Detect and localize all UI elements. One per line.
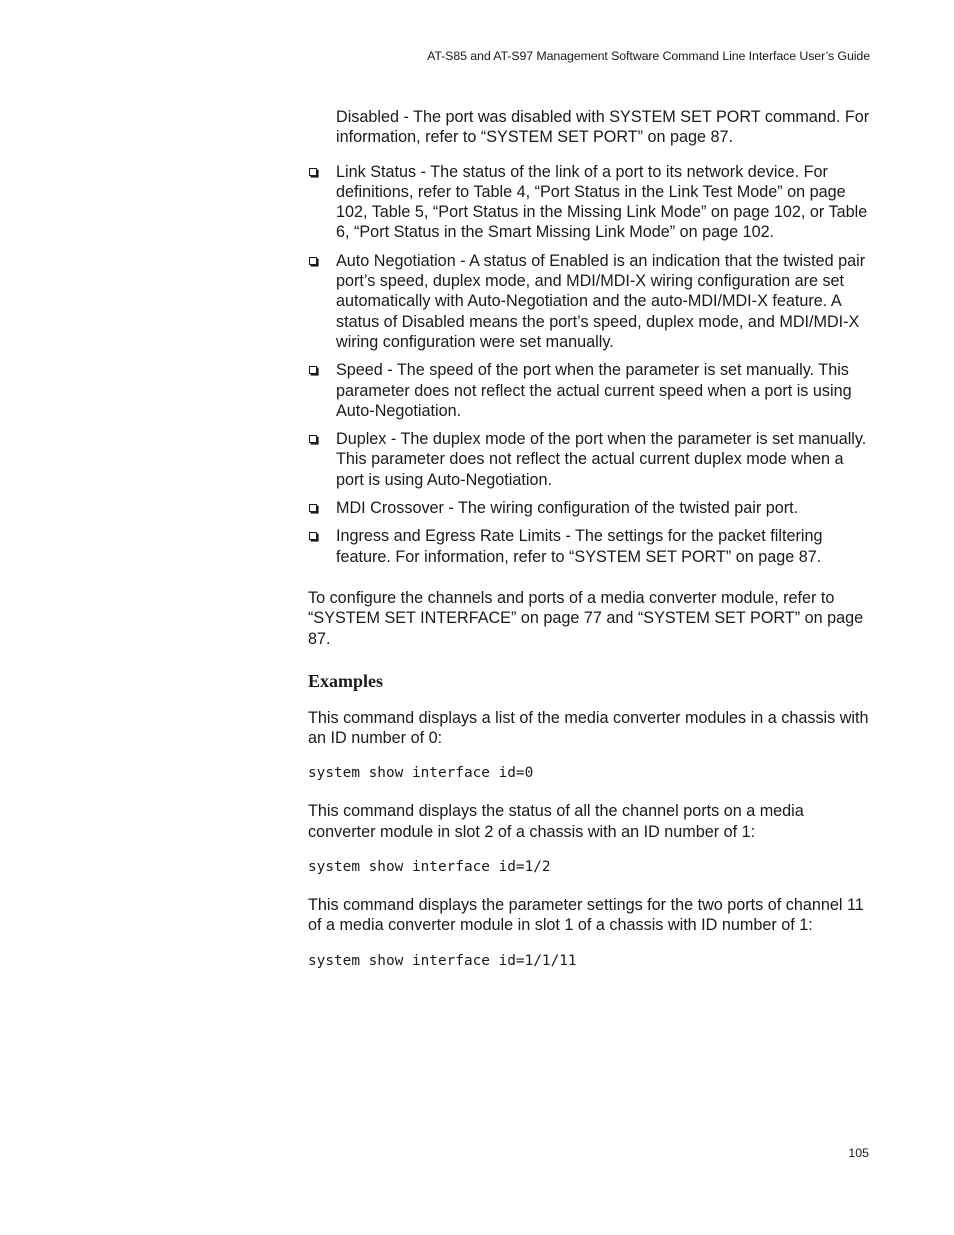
checkbox-bullet-icon [309,366,317,374]
examples-heading: Examples [308,670,384,691]
example-command: system show interface id=1/1/11 [308,952,577,969]
example-description: This command displays the parameter settings for the two ports of channel 11 of a media converter module in slot 1 of a chassis with ID number of 1: [308,896,864,935]
page-number: 105 [848,1146,869,1160]
list-item-text: Auto Negotiation - A status of Enabled is an indication that the twisted pair port’s speed, duplex mode, and MDI/MDI-X wiring configuration are set automatically with Auto-Negotiation and the auto-MDI/MDI-X feature. A status of Disabled means the port’s speed, duplex mode, and MDI/MDI-X wiring configuration were set manually. [336,251,866,351]
intro-continuation: Disabled - The port was disabled with SYSTEM SET PORT command. For information, refer to “SYSTEM SET PORT” on page 87. [336,108,870,147]
running-header: AT-S85 and AT-S97 Management Software Command Line Interface User’s Guide [427,49,870,63]
example-description: This command displays the status of all the channel ports on a media converter module in slot 2 of a chassis with an ID number of 1: [308,802,804,841]
checkbox-bullet-icon [309,168,317,176]
list-item [308,251,873,352]
list-item [308,498,873,518]
list-item-text: Link Status - The status of the link of a port to its network device. For definitions, refer to Table 4, “Port Status in the Link Test Mode” on page 102, Table 5, “Port Status in the Missing Link Mode” on page 102, or Table 6, “Port Status in the Smart Missing Link Mode” on page 102. [336,162,868,242]
list-item-text: Duplex - The duplex mode of the port when the parameter is set manually. This parameter does not reflect the actual current duplex mode when a port is using Auto-Negotiation. [336,430,867,489]
page-content [308,107,873,970]
list-item [308,526,873,567]
example-command: system show interface id=1/2 [308,859,551,876]
list-item [308,360,873,421]
checkbox-bullet-icon [309,435,317,443]
checkbox-bullet-icon [309,532,317,540]
field-definitions-list [308,162,873,567]
list-item [308,162,873,243]
list-item-text: Ingress and Egress Rate Limits - The settings for the packet filtering feature. For information, refer to “SYSTEM SET PORT” on page 87. [336,527,823,566]
summary-paragraph: To configure the channels and ports of a media converter module, refer to “SYSTEM SET INTERFACE” on page 77 and “SYSTEM SET PORT” on page 87. [308,588,864,648]
checkbox-bullet-icon [309,257,317,265]
list-item-text: Speed - The speed of the port when the parameter is set manually. This parameter does not reflect the actual current speed when a port is using Auto-Negotiation. [336,361,852,420]
example-command: system show interface id=0 [308,765,534,782]
example-description: This command displays a list of the media converter modules in a chassis with an ID number of 0: [308,708,869,748]
checkbox-bullet-icon [309,504,317,512]
list-item-text: MDI Crossover - The wiring configuration of the twisted pair port. [336,499,799,518]
list-item [308,429,873,490]
